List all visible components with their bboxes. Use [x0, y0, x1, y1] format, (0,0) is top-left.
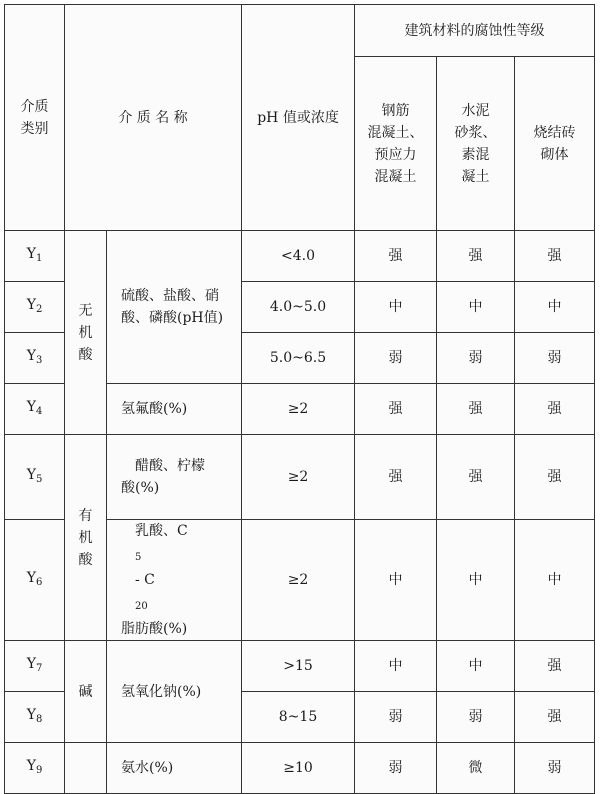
row-code: [5, 435, 65, 520]
grade-reinforced-concrete: 强: [355, 231, 437, 282]
ph-value: >15: [242, 641, 355, 692]
ph-value: <4.0: [242, 231, 355, 282]
grade-brick-masonry: 强: [515, 384, 595, 435]
material-rc-line1: 钢筋: [381, 102, 410, 119]
header-material-brick-masonry: [515, 57, 595, 231]
material-mortar-line1: 水泥: [461, 102, 490, 119]
group-organic-acid: [65, 435, 107, 641]
material-mortar-line4: 凝土: [461, 168, 490, 185]
row-code: [5, 333, 65, 384]
table-row: [5, 231, 595, 282]
header-medium-name: 介 质 名 称: [65, 5, 242, 231]
lactic-sub-b: 20: [135, 601, 148, 612]
medium-name-ammonia: 氨水(%): [107, 743, 242, 794]
header-ph-or-concentration: pH 值或浓度: [242, 5, 355, 231]
ph-value: 5.0~6.5: [242, 333, 355, 384]
material-rc-line2: 混凝土、: [367, 124, 424, 141]
medium-name-sodium-hydroxide: 氢氧化钠(%): [107, 641, 242, 743]
row-code: [5, 641, 65, 692]
medium-name-line2: 酸、磷酸(pH值): [121, 310, 224, 326]
group-alkali: 碱: [65, 641, 107, 743]
lactic-text-b: - C: [135, 572, 155, 588]
material-mortar-line3: 素混: [461, 146, 490, 163]
grade-mortar-concrete: 弱: [437, 692, 515, 743]
grade-mortar-concrete: 中: [437, 641, 515, 692]
table-row: [5, 641, 595, 692]
medium-name-line1: 硫酸、盐酸、硝: [121, 288, 219, 304]
grade-mortar-concrete: 强: [437, 384, 515, 435]
group-empty: [65, 743, 107, 794]
grade-reinforced-concrete: 弱: [355, 333, 437, 384]
row-code-sub: 4: [35, 405, 43, 417]
grade-reinforced-concrete: 弱: [355, 692, 437, 743]
row-code-letter: Y: [26, 347, 36, 364]
row-code: [5, 520, 65, 641]
grade-mortar-concrete: 中: [437, 520, 515, 641]
row-code-letter: Y: [26, 757, 36, 774]
grade-mortar-concrete: 强: [437, 231, 515, 282]
medium-name-line2: 脂肪酸(%): [121, 621, 188, 637]
grade-brick-masonry: 中: [515, 282, 595, 333]
row-code-letter: Y: [26, 655, 36, 672]
lactic-sub-a: 5: [135, 552, 142, 563]
grade-brick-masonry: 弱: [515, 743, 595, 794]
row-code-letter: Y: [26, 398, 36, 415]
grade-brick-masonry: 强: [515, 692, 595, 743]
row-code-letter: Y: [26, 706, 36, 723]
medium-name-line2: 酸(%): [121, 480, 160, 496]
grade-brick-masonry: 中: [515, 520, 595, 641]
row-code-sub: 5: [35, 473, 43, 485]
medium-name-lactic-fatty-acid: [107, 520, 242, 641]
row-code: [5, 231, 65, 282]
table-row: [5, 743, 595, 794]
medium-name-hydrofluoric-acid: 氢氟酸(%): [107, 384, 242, 435]
row-code-sub: 7: [35, 662, 43, 674]
grade-brick-masonry: 弱: [515, 333, 595, 384]
ph-value: ≥10: [242, 743, 355, 794]
row-code: [5, 692, 65, 743]
medium-name-acetic-citric: [107, 435, 242, 520]
group-inorganic-char2: 机: [78, 324, 93, 341]
material-mortar-line2: 砂浆、: [454, 124, 497, 141]
row-code-sub: 2: [35, 303, 43, 315]
ph-value: 4.0~5.0: [242, 282, 355, 333]
group-inorganic-acid: [65, 231, 107, 435]
row-code: [5, 384, 65, 435]
header-medium-category-line1: 介质: [20, 98, 49, 115]
ph-value: ≥2: [242, 520, 355, 641]
grade-reinforced-concrete: 弱: [355, 743, 437, 794]
row-code-letter: Y: [26, 245, 36, 262]
grade-reinforced-concrete: 中: [355, 282, 437, 333]
row-code-sub: 1: [35, 252, 43, 264]
material-rc-line3: 预应力: [374, 146, 417, 163]
grade-mortar-concrete: 强: [437, 435, 515, 520]
group-organic-char1: 有: [78, 507, 93, 524]
row-code-sub: 3: [35, 354, 43, 366]
grade-brick-masonry: 强: [515, 435, 595, 520]
grade-mortar-concrete: 微: [437, 743, 515, 794]
lactic-text-a: 乳酸、C: [135, 523, 188, 539]
group-inorganic-char1: 无: [78, 302, 93, 319]
group-organic-char3: 酸: [78, 551, 93, 568]
table-row: [5, 435, 595, 520]
ph-value: 8~15: [242, 692, 355, 743]
corrosion-table-container: [4, 4, 595, 794]
ph-value: ≥2: [242, 435, 355, 520]
header-medium-category-line2: 类别: [20, 120, 49, 137]
row-code: [5, 743, 65, 794]
grade-reinforced-concrete: 强: [355, 435, 437, 520]
header-material-mortar-concrete: [437, 57, 515, 231]
row-code-sub: 8: [35, 713, 43, 725]
material-rc-line4: 混凝土: [374, 168, 417, 185]
material-brick-line2: 砌体: [540, 146, 569, 163]
row-code-sub: 9: [35, 764, 43, 776]
grade-brick-masonry: 强: [515, 641, 595, 692]
grade-reinforced-concrete: 中: [355, 641, 437, 692]
grade-reinforced-concrete: 中: [355, 520, 437, 641]
header-material-reinforced-concrete: [355, 57, 437, 231]
row-code-letter: Y: [26, 569, 36, 586]
header-medium-category: [5, 5, 65, 231]
grade-mortar-concrete: 中: [437, 282, 515, 333]
row-code-letter: Y: [26, 296, 36, 313]
grade-mortar-concrete: 弱: [437, 333, 515, 384]
row-code: [5, 282, 65, 333]
header-corrosion-grade: 建筑材料的腐蚀性等级: [355, 5, 595, 57]
row-code-sub: 6: [35, 576, 43, 588]
medium-name-inorganic-acids: [107, 231, 242, 384]
group-organic-char2: 机: [78, 529, 93, 546]
medium-name-line1: 醋酸、柠檬: [135, 458, 205, 474]
corrosion-grade-table: [4, 4, 595, 794]
material-brick-line1: 烧结砖: [533, 124, 576, 141]
ph-value: ≥2: [242, 384, 355, 435]
group-inorganic-char3: 酸: [78, 346, 93, 363]
row-code-letter: Y: [26, 466, 36, 483]
grade-reinforced-concrete: 强: [355, 384, 437, 435]
medium-name-line1: [121, 520, 237, 618]
grade-brick-masonry: 强: [515, 231, 595, 282]
